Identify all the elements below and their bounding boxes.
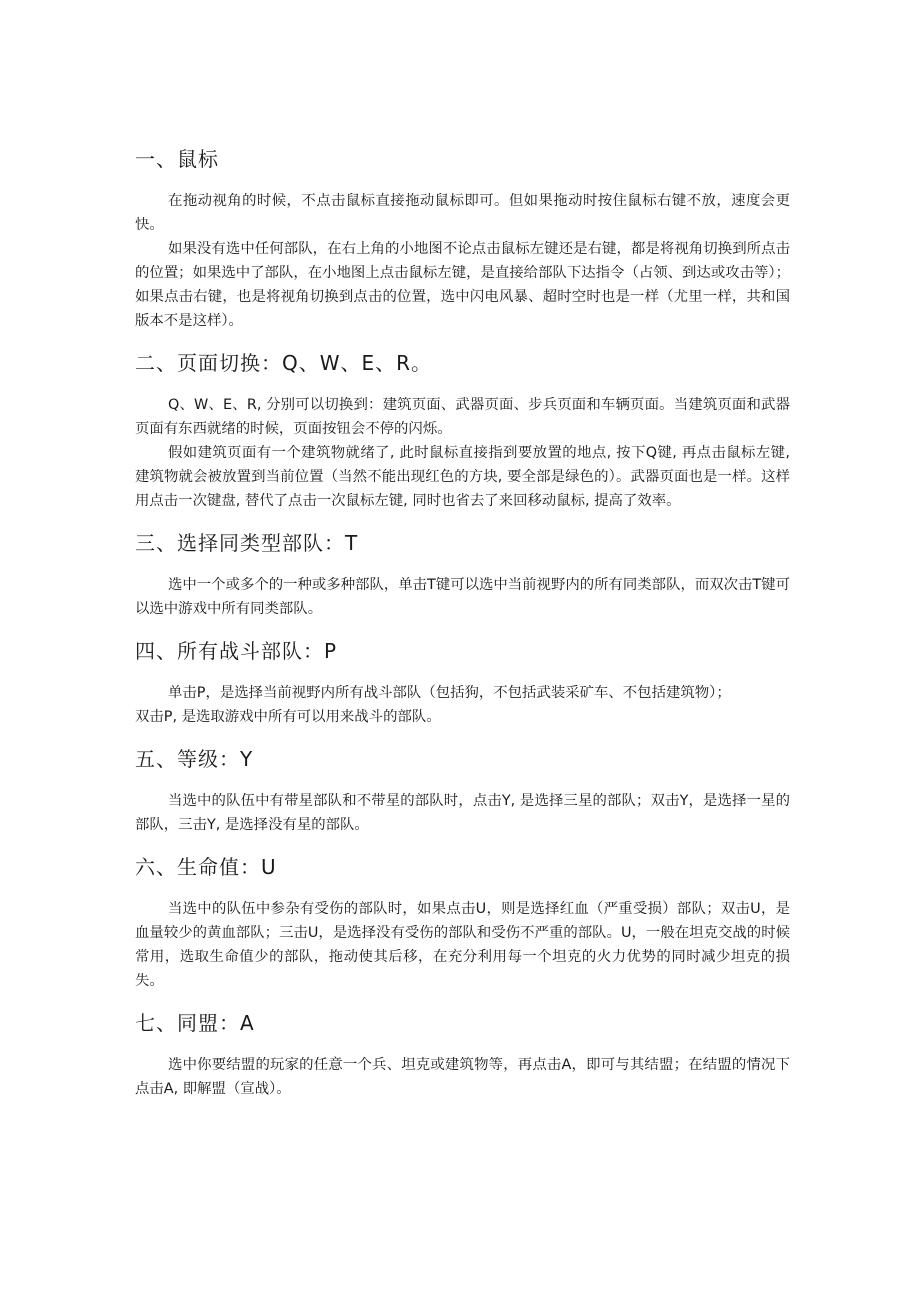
paragraph: 单击P，是选择当前视野内所有战斗部队（包括狗，不包括武装采矿车、不包括建筑物）； [168,685,731,701]
paragraph: 选中你要结盟的玩家的任意一个兵、坦克或建筑物等，再点击A，即可与其结盟；在结盟的情况下点击A, 即解盟（宣战）。 [135,1057,790,1097]
document-body [135,143,790,1115]
section-heading: 三、选择同类型部队：T [135,531,359,555]
paragraph: 当选中的队伍中有带星部队和不带星的部队时，点击Y, 是选择三星的部队；双击Y，是选择一星的部队，三击Y, 是选择没有星的部队。 [135,793,790,833]
section-heading: 二、页面切换：Q、W、E、R。 [135,351,433,375]
section-heading: 五、等级：Y [135,747,254,771]
section-page-switch [135,347,790,513]
section-rank [135,743,790,837]
section-heading: 一、鼠标 [135,147,219,171]
section-mouse [135,143,790,333]
section-all-combat-units [135,635,790,729]
paragraph: 在拖动视角的时候，不点击鼠标直接拖动鼠标即可。但如果拖动时按住鼠标右键不放，速度会更快。 [135,193,790,233]
section-select-same-type [135,527,790,621]
section-heading: 七、同盟：A [135,1011,255,1035]
paragraph: 双击P, 是选取游戏中所有可以用来战斗的部队。 [135,709,441,725]
paragraph: 假如建筑页面有一个建筑物就绪了, 此时鼠标直接指到要放置的地点, 按下Q键, 再点击鼠标左键, 建筑物就会被放置到当前位置（当然不能出现红色的方块, 要全部是绿色的）。武器页面也是一样。这样用点击一次键盘, 替代了点击一次鼠标左键, 同时也省去了来回移动鼠标, 提高了效率。 [135,445,790,509]
section-heading: 六、生命值：U [135,855,277,879]
section-alliance [135,1007,790,1101]
section-heading: 四、所有战斗部队：P [135,639,338,663]
paragraph: 当选中的队伍中参杂有受伤的部队时，如果点击U，则是选择红血（严重受损）部队；双击U，是血量较少的黄血部队；三击U，是选择没有受伤的部队和受伤不严重的部队。U，一般在坦克交战的时候常用，选取生命值少的部队，拖动使其后移，在充分利用每一个坦克的火力优势的同时减少坦克的损失。 [135,901,790,989]
section-health [135,851,790,993]
paragraph: 如果没有选中任何部队，在右上角的小地图不论点击鼠标左键还是右键，都是将视角切换到所点击的位置；如果选中了部队，在小地图上点击鼠标左键，是直接给部队下达指令（占领、到达或攻击等）；如果点击右键，也是将视角切换到点击的位置，选中闪电风暴、超时空时也是一样（尤里一样，共和国版本不是这样）。 [135,241,790,329]
paragraph: Q、W、E、R, 分别可以切换到：建筑页面、武器页面、步兵页面和车辆页面。当建筑页面和武器页面有东西就绪的时候，页面按钮会不停的闪烁。 [135,397,790,437]
paragraph: 选中一个或多个的一种或多种部队，单击T键可以选中当前视野内的所有同类部队，而双次击T键可以选中游戏中所有同类部队。 [135,577,790,617]
